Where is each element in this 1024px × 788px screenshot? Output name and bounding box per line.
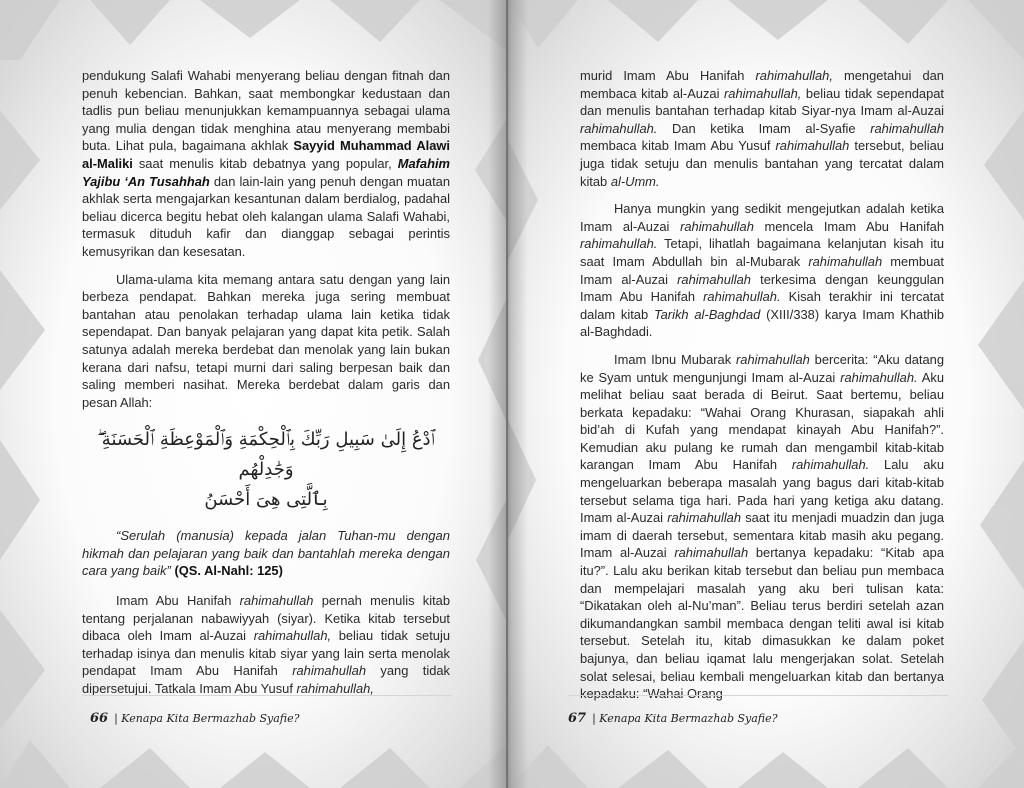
emphasis-text: rahimahullah.	[703, 289, 781, 305]
emphasis-text: rahimahullah	[808, 253, 883, 269]
right-page	[508, 0, 1024, 788]
text-run: pernah menulis kitab tentang perjalanan nabawiyyah (siyar). Ketika kitab tersebut dibaca oleh Imam al-Auzai	[82, 593, 450, 644]
emphasis-text: al-Umm.	[610, 173, 660, 189]
emphasis-text: rahimahullah	[667, 510, 742, 526]
text-run: tersebut, beliau juga tidak setuju dan menulis bantahan yang tercatat dalam kitab	[580, 138, 944, 189]
right-page-body	[580, 67, 944, 713]
book-gutter-shadow	[488, 0, 528, 788]
right-paragraph-3	[580, 351, 944, 703]
emphasis-text: “Serulah (manusia) kepada jalan Tuhan-mu dengan hikmah dan pelajaran yang baik dan bantahlah mereka dengan cara yang baik”	[82, 528, 450, 579]
left-page-body	[82, 67, 450, 708]
emphasis-text: Sayyid Muhammad Alawi al-Maliki	[82, 138, 450, 171]
text-run: yang tidak dipersetujui. Tatkala Imam Abu Yusuf	[82, 663, 450, 697]
text-run: dan lain-lain yang penuh dengan muatan akhlak serta mengajarkan kesantunan dalam berdialog, padahal beliau dicerca begitu hebat oleh kalangan ulama Salafi Wahabi, termasuk dituduh kafir dan dianggap sebagai perintis kemusyrikan dan kesesatan.	[82, 173, 451, 259]
emphasis-text: rahimahullah.	[580, 236, 658, 252]
text-run: membaca kitab Imam Abu Yusuf	[580, 138, 776, 154]
emphasis-text: rahimahullah	[870, 120, 944, 136]
right-paragraph-2	[580, 200, 944, 341]
left-paragraphs-after	[82, 592, 450, 698]
quran-verse-arabic	[82, 425, 450, 515]
arabic-line-2: بِٱلَّتِى هِىَ أَحْسَنُ	[204, 489, 328, 511]
text-run: beliau tidak sependapat dan menulis bantahan terhadap kitab Siyar-nya Imam al-Auzai	[580, 85, 944, 119]
left-page-footer	[90, 711, 300, 726]
emphasis-text: (QS. Al-Nahl: 125)	[170, 563, 283, 579]
arabic-line-1: ٱدْعُ إِلَىٰ سَبِيلِ رَبِّكَ بِٱلْحِكْمَةِ وَٱلْمَوْعِظَةِ ٱلْحَسَنَةِ ۖ وَجَٰدِلْهُم	[97, 429, 435, 481]
emphasis-text: rahimahullah.	[791, 457, 870, 473]
emphasis-text: rahimahullah	[674, 545, 749, 561]
right-paragraph-1	[580, 67, 944, 190]
text-run: Imam Abu Hanifah	[116, 593, 240, 609]
left-paragraph-3	[82, 592, 450, 698]
left-page	[0, 0, 506, 788]
emphasis-text: rahimahullah	[239, 593, 314, 609]
emphasis-text: rahimahullah	[680, 218, 754, 234]
text-run: Dan ketika Imam al-Syafie	[657, 120, 871, 136]
text-run: membuat Imam al-Auzai	[580, 253, 944, 287]
emphasis-text: Tarikh al-Baghdad	[653, 306, 761, 322]
text-run: mengetahui dan membaca kitab al-Auzai	[580, 68, 944, 101]
text-run: saat itu menjadi muadzin dan juga imam di daerah tersebut, sementara kitab masih aku pegang. Imam al-Auzai	[580, 510, 944, 561]
right-paragraphs	[580, 67, 944, 703]
emphasis-text: rahimahullah,	[755, 68, 833, 83]
emphasis-text: Mafahim Yajibu ‘An Tusahhah	[82, 155, 450, 189]
text-run: saat menulis kitab debatnya yang popular,	[132, 155, 398, 171]
left-paragraph-1	[82, 67, 450, 261]
footer-divider	[568, 695, 948, 696]
text-run: Hanya mungkin yang sedikit mengejutkan adalah ketika Imam al-Auzai	[580, 201, 944, 234]
text-run: bercerita: “Aku datang ke Syam untuk mengunjungi Imam al-Auzai	[580, 351, 944, 385]
text-run: (XIII/338) karya Imam Khathib al-Baghdadi.	[580, 306, 944, 340]
emphasis-text: rahimahullah,	[724, 85, 802, 101]
emphasis-text: rahimahullah.	[840, 369, 918, 385]
text-run: Imam Ibnu Mubarak	[614, 351, 736, 367]
text-run: Tetapi, lihatlah bagaimana kelanjutan kisah itu saat Imam Abdullah bin al-Mubarak	[580, 236, 944, 269]
text-run: Aku melihat beliau saat berada di Beirut. Saat bertemu, beliau berkata kepadaku: “Wahai Orang Khurasan, siapakah ahli bid’ah di Kufah yang mendapat kinayah Abu Hanifah?”. Kemudian aku pulang ke rumah dan mengambil kitab-kitab karangan Imam Abu Hanifah	[580, 369, 944, 473]
left-paragraphs	[82, 67, 450, 411]
text-run: Ulama-ulama kita memang antara satu dengan yang lain berbeza pendapat. Bahkan mereka juga sering membuat bantahan atau penolakan terhadap ulama lain ketika tidak sependapat. Dan banyak pelajaran yang dapat kita petik. Salah satunya adalah mereka berdebat dan menolak yang lain bukan kerana dari nafsu, tetapi murni dari saling berpesan baik dan saling memberi nasihat. Mereka berdebat dalam garis dan pesan Allah:	[82, 271, 450, 410]
left-paragraph-2	[82, 271, 450, 412]
text-run: Kisah terakhir ini tercatat dalam kitab	[580, 289, 944, 322]
page-number: 66	[90, 711, 109, 726]
right-page-footer	[568, 711, 778, 726]
text-run: mencela Imam Abu Hanifah	[753, 218, 944, 234]
text-run: murid Imam Abu Hanifah	[580, 68, 756, 83]
running-title: | Kenapa Kita Bermazhab Syafie?	[592, 712, 778, 725]
emphasis-text: rahimahullah,	[296, 681, 374, 697]
emphasis-text: rahimahullah,	[253, 628, 332, 644]
emphasis-text: rahimahullah	[775, 138, 850, 154]
running-title: | Kenapa Kita Bermazhab Syafie?	[114, 712, 300, 725]
text-run: bertanya kepadaku: “Kitab apa itu?”. Lalu aku berikan kitab tersebut dan beliau pun membaca dan mempelajari masalah yang aku beri tulisan kata: “Dikatakan oleh al-Nu’man”. Beliau terus berdiri setelah azan dikumandangkan sambil membaca dengan teliti awal isi kitab tersebut. Setelah itu, kitab dimasukkan ke dalam poket bajunya, dan beliau iqamat lalu mengerjakan solat. Setelah solat selesai, beliau kembali mengeluarkan kitab dan bertanya kepadaku: “Wahai Orang	[580, 545, 944, 702]
text-run: Lalu aku mengeluarkan beberapa masalah yang bagus dari kitab-kitab tersebut selama tiga hari. Pada hari yang ketiga aku datang. Imam al-Auzai	[580, 457, 944, 526]
emphasis-text: rahimahullah	[677, 271, 751, 287]
emphasis-text: rahimahullah.	[580, 120, 658, 136]
emphasis-text: rahimahullah	[736, 351, 810, 367]
page-number: 67	[568, 711, 587, 726]
text-run: terkesima dengan keunggulan Imam Abu Hanifah	[580, 271, 945, 305]
text-run: pendukung Salafi Wahabi menyerang beliau dengan fitnah dan penuh kebencian. Bahkan, saat membongkar kedustaan dan tadlis pun beliau menunjukkan kemampuannya sebagai ulama yang mulia dengan tidak menghina atau menyerang membabi buta. Lihat pula, bagaimana akhlak	[82, 68, 450, 154]
verse-translation	[82, 527, 450, 580]
footer-divider	[82, 695, 452, 696]
emphasis-text: rahimahullah	[292, 663, 367, 679]
text-run: beliau tidak setuju terhadap isinya dan menulis kitab siyar yang lain serta menolak pendapat Imam Abu Hanifah	[82, 628, 451, 679]
